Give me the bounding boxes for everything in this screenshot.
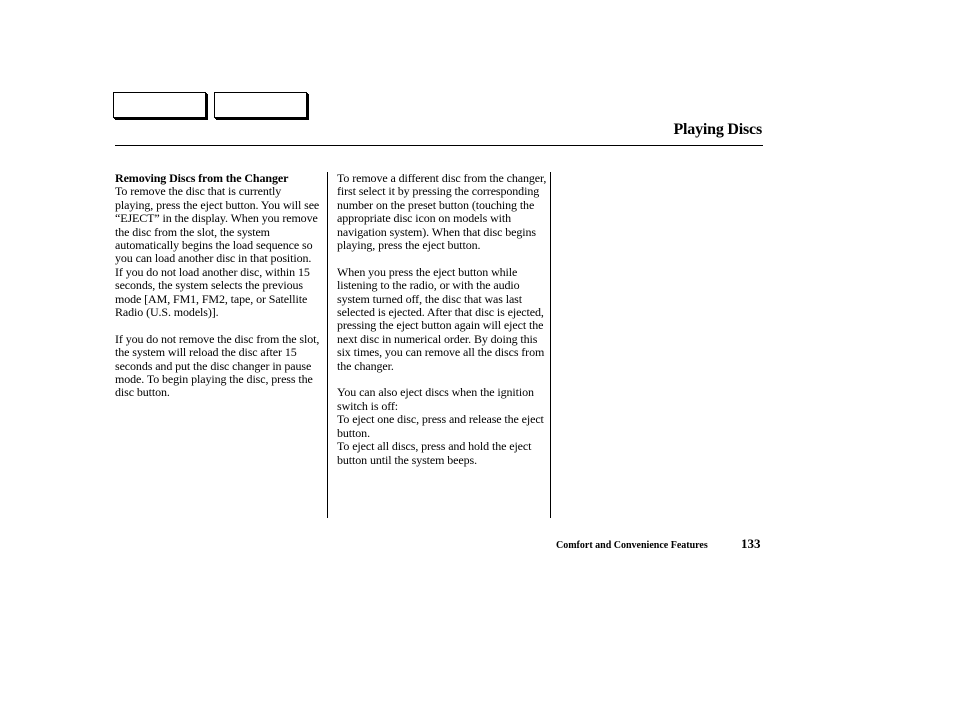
paragraph: When you press the eject button while listening to the radio, or with the audio system turned off, the disc that was last selected is ejected. After that disc is ejected, pressing the eject button again will eject the next disc in numerical order. By doing this six times, you can remove all the discs from the changer. <box>337 264 545 373</box>
text-column-1 <box>115 172 321 400</box>
nav-button-table-of-contents[interactable] <box>214 92 307 118</box>
paragraph: You can also eject discs when the ignition switch is off: <box>337 385 534 413</box>
paragraph: To remove the disc that is currently playing, press the eject button. You will see “EJECT” in the display. When you remove the disc from the slot, the system automatically begins the load sequence so you can load another disc in that position. If you do not load another disc, within 15 seconds, the system selects the previous mode [AM, FM1, FM2, tape, or Satellite Radio (U.S. models)]. <box>115 184 320 320</box>
paragraph: If you do not remove the disc from the slot, the system will reload the disc after 15 seconds and put the disc changer in pause mode. To begin playing the disc, press the disc button. <box>115 331 320 400</box>
page-title: Playing Discs <box>673 121 762 138</box>
text-column-2 <box>337 172 547 467</box>
paragraph: To remove a different disc from the changer, first select it by pressing the corresponding number on the preset button (touching the appropriate disc icon on models with navigation system). When that disc begins playing, press the eject button. <box>337 171 547 253</box>
section-heading: Removing Discs from the Changer <box>115 171 289 185</box>
column-divider <box>327 172 328 518</box>
column-divider <box>550 172 551 518</box>
paragraph: To eject one disc, press and release the eject button. <box>337 412 544 440</box>
footer-section-label: Comfort and Convenience Features <box>556 540 708 551</box>
paragraph: To eject all discs, press and hold the eject button until the system beeps. <box>337 439 532 467</box>
page-number: 133 <box>741 536 761 551</box>
title-rule <box>115 145 763 146</box>
nav-button-main-menu[interactable] <box>113 92 206 118</box>
